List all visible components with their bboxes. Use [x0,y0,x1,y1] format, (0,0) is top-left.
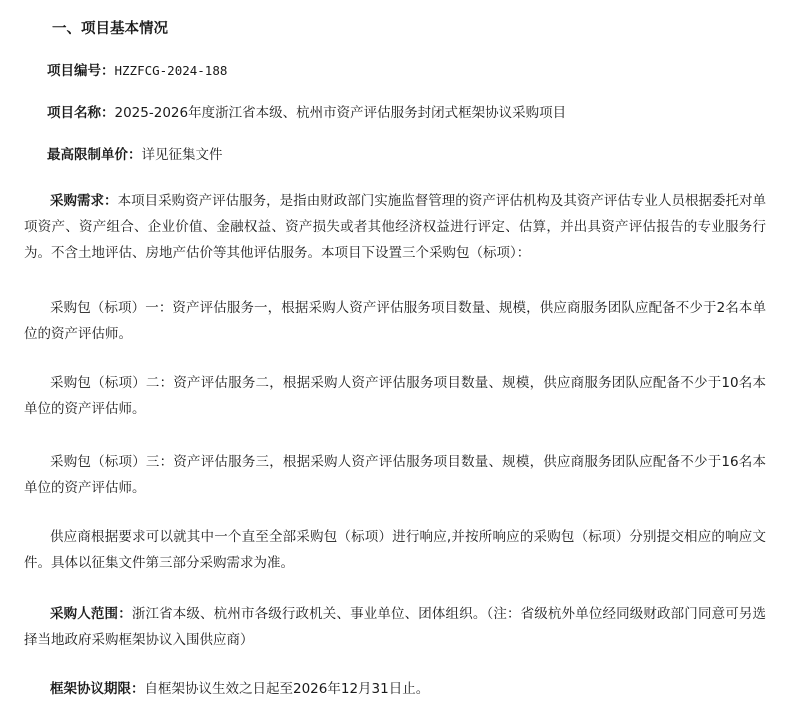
project-name-row [47,102,566,124]
max-price-value: 详见征集文件 [141,147,223,163]
section-title: 一、项目基本情况 [52,21,168,37]
project-number-row [47,60,227,82]
supplier-note-text: 供应商根据要求可以就其中一个直至全部采购包（标项）进行响应,并按所响应的采购包（标项）分别提交相应的响应文件。具体以征集文件第三部分采购需求为准。 [24,529,766,571]
package-2-text: 采购包（标项）二：资产评估服务二，根据采购人资产评估服务项目数量、规模，供应商服务团队应配备不少于10名本单位的资产评估师。 [24,375,766,417]
term-text: 自框架协议生效之日起至2026年12月31日止。 [144,681,430,697]
requirement-text: 本项目采购资产评估服务，是指由财政部门实施监督管理的资产评估机构及其资产评估专业人员根据委托对单项资产、资产组合、企业价值、金融权益、资产损失或者其他经济权益进行评定、估算，并出具资产评估报告的专业服务行为。不含土地评估、房地产估价等其他评估服务。本项目下设置三个采购包（标项）： [24,193,767,261]
purchaser-scope-text: 浙江省本级、杭州市各级行政机关、事业单位、团体组织。（注：省级杭外单位经同级财政部门同意可另选择当地政府采购框架协议入围供应商） [24,606,767,648]
term-paragraph [24,676,766,702]
term-label: 框架协议期限： [50,681,145,697]
project-number-label: 项目编号： [47,63,115,79]
purchaser-scope-label: 采购人范围： [50,606,132,622]
project-name-label: 项目名称： [47,105,115,121]
supplier-note-paragraph [24,524,766,576]
package-item [24,449,766,501]
max-price-label: 最高限制单价： [47,147,142,163]
purchaser-scope-paragraph [24,601,766,653]
package-1-text: 采购包（标项）一：资产评估服务一，根据采购人资产评估服务项目数量、规模，供应商服务团队应配备不少于2名本单位的资产评估师。 [24,300,766,342]
project-number-value: HZZFCG-2024-188 [114,63,228,78]
max-price-row [47,144,223,166]
project-name-value: 2025-2026年度浙江省本级、杭州市资产评估服务封闭式框架协议采购项目 [114,105,567,121]
requirement-paragraph [24,188,766,266]
package-item [24,370,766,422]
package-3-text: 采购包（标项）三：资产评估服务三，根据采购人资产评估服务项目数量、规模，供应商服务团队应配备不少于16名本单位的资产评估师。 [24,454,766,496]
package-item [24,295,766,347]
requirement-label: 采购需求： [50,193,118,209]
